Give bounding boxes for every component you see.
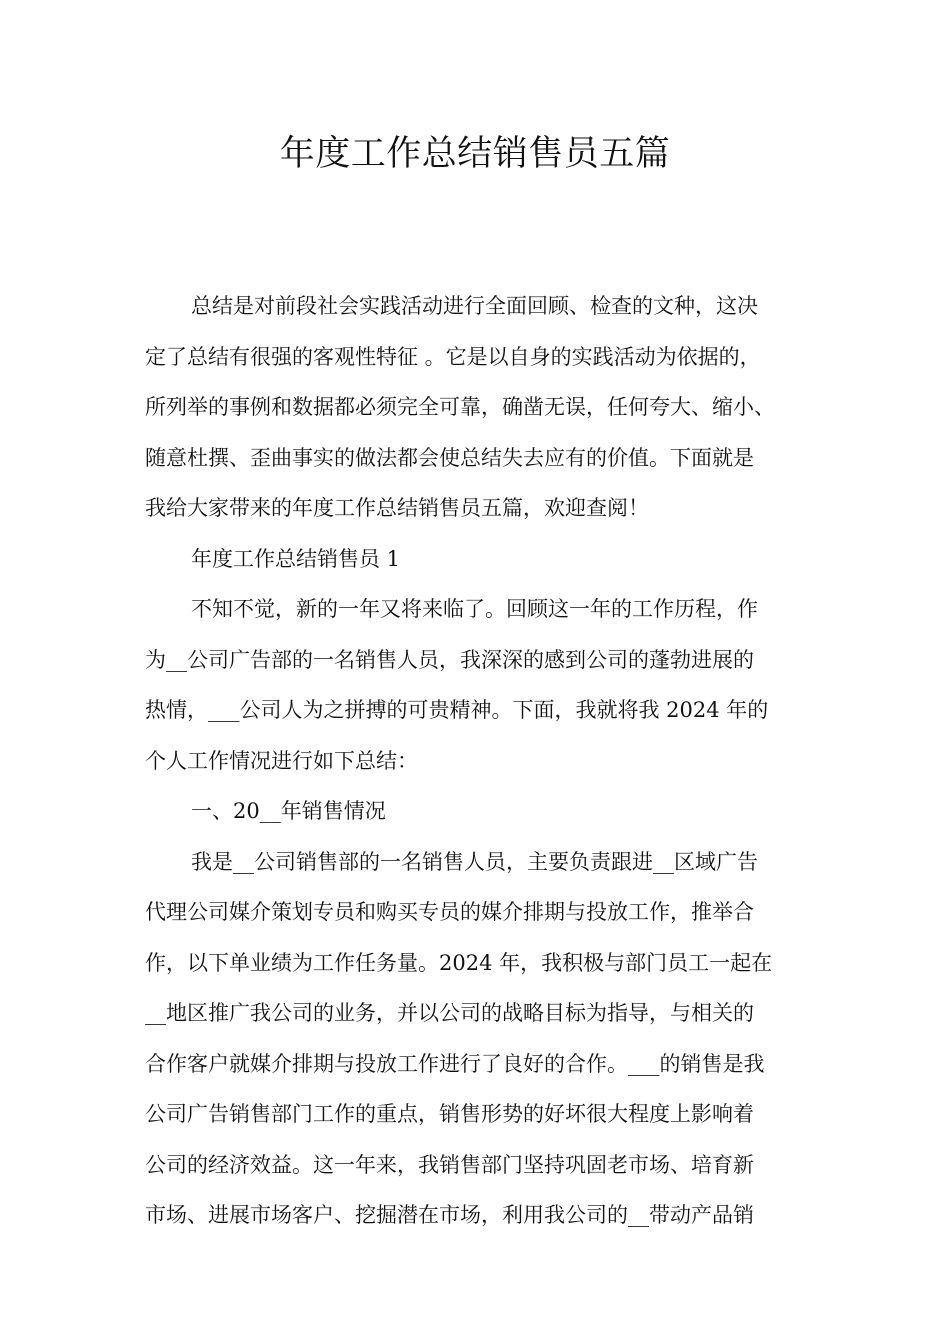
body-line: 个人工作情况进行如下总结： — [145, 748, 418, 773]
body-line: __地区推广我公司的业务，并以公司的战略目标为指导，与相关的 — [145, 1001, 754, 1025]
body-line: 总结是对前段社会实践活动进行全面回顾、检查的文种，这决 — [191, 294, 758, 318]
body-line: 热情，___公司人为之拼搏的可贵精神。下面，我就将我 2024 年的 — [145, 698, 769, 722]
body-line: 公司的经济效益。这一年来，我销售部门坚持巩固老市场、培育新 — [145, 1152, 754, 1177]
body-line: 不知不觉，新的一年又将来临了。回顾这一年的工作历程，作 — [191, 597, 758, 621]
body-line: 年度工作总结销售员 1 — [191, 546, 401, 571]
body-line: 随意杜撰、歪曲事实的做法都会使总结失去应有的价值。下面就是 — [145, 445, 754, 470]
body-line: 为__公司广告部的一名销售人员，我深深的感到公司的蓬勃进展的 — [145, 647, 754, 672]
body-line: 市场、进展市场客户、挖掘潜在市场，利用我公司的__带动产品销 — [145, 1203, 754, 1227]
body-line: 我给大家带来的年度工作总结销售员五篇，欢迎查阅！ — [145, 496, 649, 520]
document-title: 年度工作总结销售员五篇 — [279, 134, 671, 174]
body-line: 一、20__年销售情况 — [191, 799, 386, 823]
body-line: 代理公司媒介策划专员和购买专员的媒介排期与投放工作，推举合 — [145, 900, 754, 924]
body-line: 合作客户就媒介排期与投放工作进行了良好的合作。___的销售是我 — [145, 1051, 765, 1076]
body-line: 作，以下单业绩为工作任务量。2024 年，我积极与部门员工一起在 — [145, 950, 773, 975]
body-line: 定了总结有很强的客观性特征 。它是以自身的实践活动为依据的， — [145, 344, 761, 369]
body-line: 所列举的事例和数据都必须完全可靠，确凿无误，任何夸大、缩小、 — [145, 395, 775, 419]
document-body — [145, 281, 811, 1241]
body-line: 我是__公司销售部的一名销售人员，主要负责跟进__区域广告 — [191, 849, 758, 874]
body-line: 公司广告销售部门工作的重点，销售形势的好坏很大程度上影响着 — [145, 1102, 754, 1126]
